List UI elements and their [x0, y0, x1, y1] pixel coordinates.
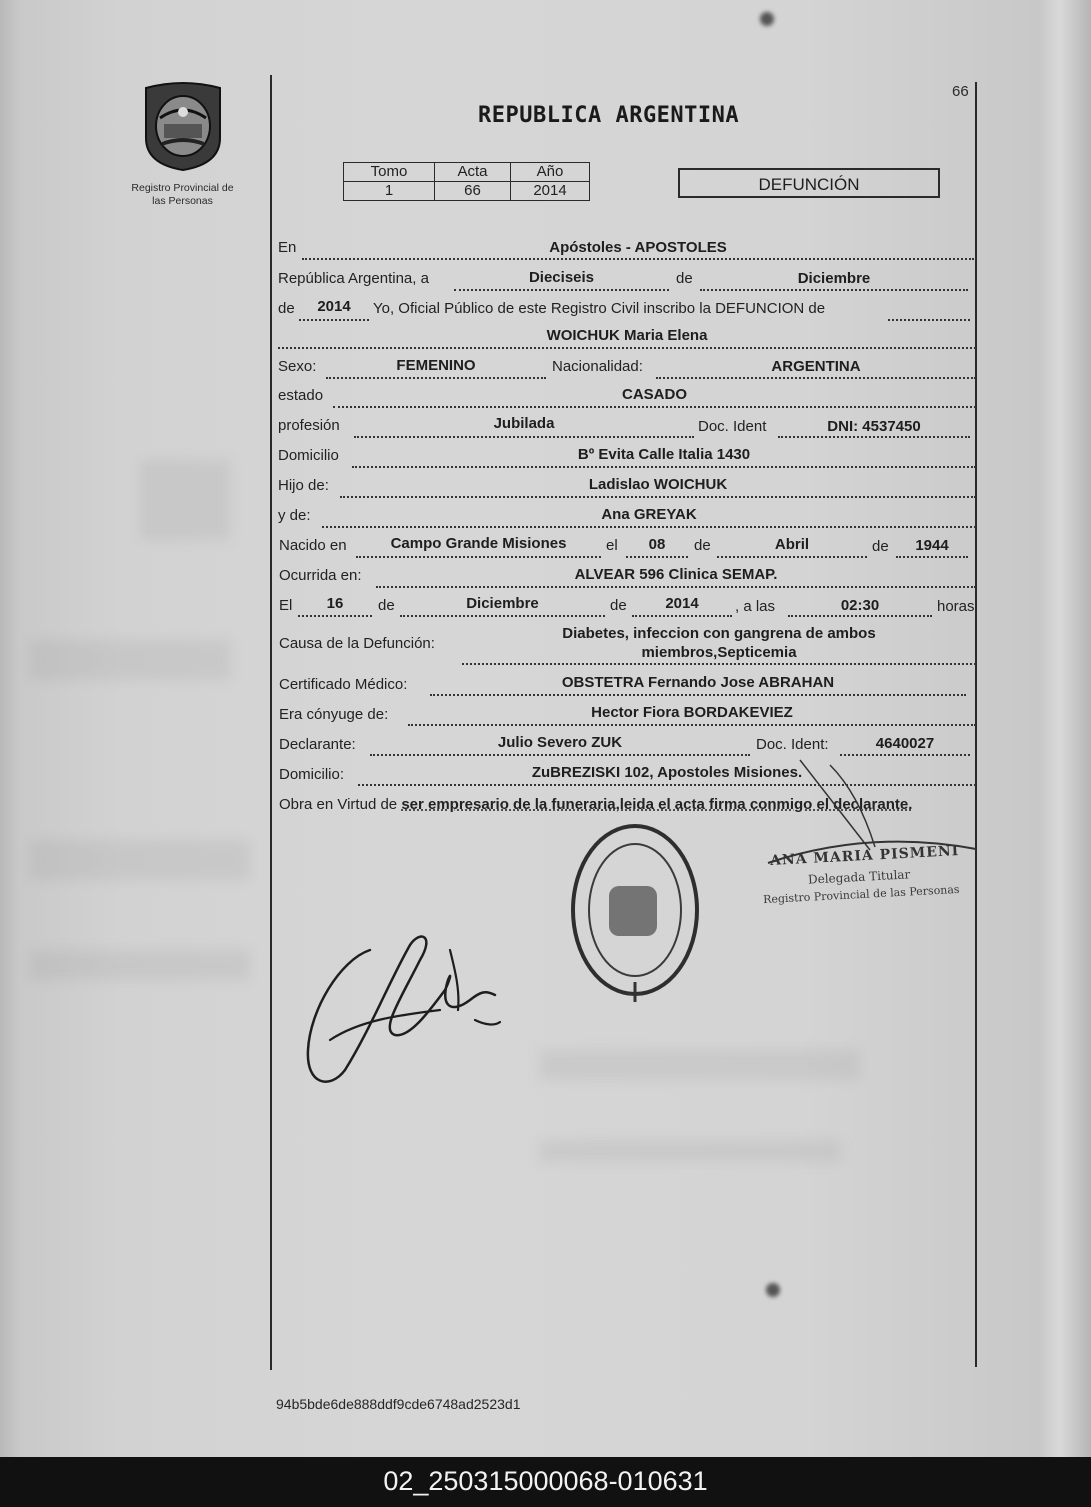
anio-header: Año: [511, 163, 590, 182]
act-type-box: DEFUNCIÓN: [678, 168, 940, 198]
causa-label: Causa de la Defunción:: [279, 635, 435, 652]
de-label: de: [694, 537, 711, 554]
alas-label: , a las: [735, 598, 776, 615]
bleed-through: [140, 460, 230, 540]
decl-doc-label: Doc. Ident:: [756, 736, 829, 753]
month-line: [700, 289, 968, 291]
bleed-through: [30, 840, 250, 880]
madre-line: [322, 526, 976, 528]
hora-line: [788, 615, 932, 617]
de-label: de: [278, 300, 295, 317]
def-mes-line: [400, 615, 605, 617]
scan-footer-id: 02_250315000068-010631: [0, 1457, 1091, 1507]
bleed-through: [30, 950, 250, 980]
decl-domicilio-value: ZuBREZISKI 102, Apostoles Misiones.: [531, 764, 803, 781]
reference-value-row: [344, 182, 590, 201]
punch-hole: [760, 12, 774, 26]
el-label: el: [606, 537, 618, 554]
stamp-role: Delegada Titular: [807, 867, 911, 887]
nacido-line: [356, 556, 601, 558]
nac-dia-value: 08: [648, 536, 666, 553]
stamp-organization: Registro Provincial de las Personas: [762, 882, 960, 907]
def-dia-value: 16: [326, 595, 344, 612]
causa-line2: miembros,Septicemia: [641, 644, 797, 661]
place-value: Apóstoles - APOSTOLES: [549, 239, 727, 256]
sexo-line: [326, 377, 546, 379]
round-seal-icon: [565, 818, 705, 1008]
nac-mes-value: Abril: [774, 536, 810, 553]
deceased-name: WOICHUK Maria Elena: [546, 327, 708, 344]
registry-label-line1: Registro Provincial de: [131, 182, 234, 194]
nac-dia-line: [626, 556, 688, 558]
padre-value: Ladislao WOICHUK: [588, 476, 728, 493]
anio-value: 2014: [511, 182, 590, 201]
estado-line: [333, 406, 976, 408]
domicilio-line: [352, 466, 976, 468]
causa-line1: Diabetes, infeccion con gangrena de ambos: [562, 625, 876, 642]
obra-text: ser empresario de la funeraria,leida el acta firma conmigo el declarante.: [401, 796, 913, 813]
misiones-crest-icon: [140, 80, 226, 172]
profesion-line: [354, 436, 694, 438]
bleed-through: [30, 640, 230, 680]
acta-value: 66: [435, 182, 511, 201]
def-anio-line: [632, 615, 732, 617]
en-label: En: [278, 239, 297, 256]
de-label: de: [872, 538, 889, 555]
tomo-value: 1: [344, 182, 435, 201]
inscribo-text: Yo, Oficial Público de este Registro Civil inscribo la DEFUNCION de: [373, 300, 826, 317]
nacionalidad-value: ARGENTINA: [771, 358, 861, 375]
el-cap-label: El: [279, 597, 293, 614]
hora-value: 02:30: [840, 597, 880, 614]
def-dia-line: [298, 615, 372, 617]
hijo-label: Hijo de:: [278, 477, 329, 494]
doc-line: [778, 436, 970, 438]
bleed-through: [540, 1050, 860, 1080]
de-label: de: [610, 597, 627, 614]
declarante-line: [370, 754, 750, 756]
bleed-through: [540, 1140, 840, 1162]
conyuge-label: Era cónyuge de:: [279, 706, 389, 723]
page-number: 66: [952, 83, 969, 100]
domicilio-label: Domicilio: [278, 447, 339, 464]
def-anio-value: 2014: [665, 595, 699, 612]
left-margin-line: [270, 75, 272, 1370]
nacionalidad-line: [656, 377, 976, 379]
day-line: [454, 289, 669, 291]
sexo-label: Sexo:: [278, 358, 317, 375]
domicilio-value: Bº Evita Calle Italia 1430: [577, 446, 751, 463]
reference-table: [343, 162, 590, 201]
registry-label-line2: las Personas: [152, 195, 213, 207]
month-value: Diciembre: [797, 270, 871, 287]
year-value: 2014: [317, 298, 351, 315]
stamp-name: ANA MARIA PISMENI: [769, 843, 960, 869]
year-line: [299, 319, 369, 321]
doc-value: DNI: 4537450: [827, 418, 921, 435]
conyuge-value: Hector Fiora BORDAKEVIEZ: [591, 704, 793, 721]
sexo-value: FEMENINO: [396, 357, 476, 374]
republica-label: República Argentina, a: [278, 270, 429, 287]
profesion-value: Jubilada: [493, 415, 555, 432]
deceased-line: [278, 347, 976, 349]
causa-line: [462, 663, 976, 665]
de-label: de: [378, 597, 395, 614]
ocurrida-label: Ocurrida en:: [279, 567, 362, 584]
certificado-label: Certificado Médico:: [279, 676, 408, 693]
document-hash: 94b5bde6de888ddf9cde6748ad2523d1: [276, 1396, 521, 1412]
madre-value: Ana GREYAK: [601, 506, 697, 523]
punch-hole: [766, 1283, 780, 1297]
tomo-header: Tomo: [344, 163, 435, 182]
ocurrida-value: ALVEAR 596 Clinica SEMAP.: [574, 566, 778, 583]
yde-label: y de:: [278, 507, 311, 524]
nac-mes-line: [717, 556, 867, 558]
inscribo-line: [888, 319, 970, 321]
nac-anio-line: [896, 556, 968, 558]
acta-header: Acta: [435, 163, 511, 182]
nacido-value: Campo Grande Misiones: [390, 535, 567, 552]
estado-value: CASADO: [621, 386, 687, 403]
certificado-line: [430, 694, 966, 696]
signature-icon: [300, 920, 510, 1100]
conyuge-line: [408, 724, 976, 726]
doc-label: Doc. Ident: [698, 418, 767, 435]
nac-anio-value: 1944: [915, 537, 949, 554]
declarante-value: Julio Severo ZUK: [497, 734, 623, 751]
day-value: Dieciseis: [528, 269, 595, 286]
padre-line: [340, 496, 976, 498]
obra-prefix: Obra en Virtud de: [279, 796, 398, 813]
decl-doc-value: 4640027: [875, 735, 935, 752]
certificado-value: OBSTETRA Fernando Jose ABRAHAN: [561, 674, 835, 691]
de-label: de: [676, 270, 693, 287]
page-title: REPUBLICA ARGENTINA: [478, 103, 740, 128]
def-mes-value: Diciembre: [466, 595, 539, 612]
nacido-label: Nacido en: [279, 537, 347, 554]
ocurrida-line: [376, 586, 976, 588]
decl-domicilio-label: Domicilio:: [279, 766, 345, 783]
horas-label: horas: [937, 598, 975, 615]
reference-header-row: [344, 163, 590, 182]
declarante-label: Declarante:: [279, 736, 356, 753]
place-line: [302, 258, 974, 260]
estado-label: estado: [278, 387, 324, 404]
profesion-label: profesión: [278, 417, 340, 434]
registry-label: [115, 182, 250, 208]
nacionalidad-label: Nacionalidad:: [552, 358, 643, 375]
